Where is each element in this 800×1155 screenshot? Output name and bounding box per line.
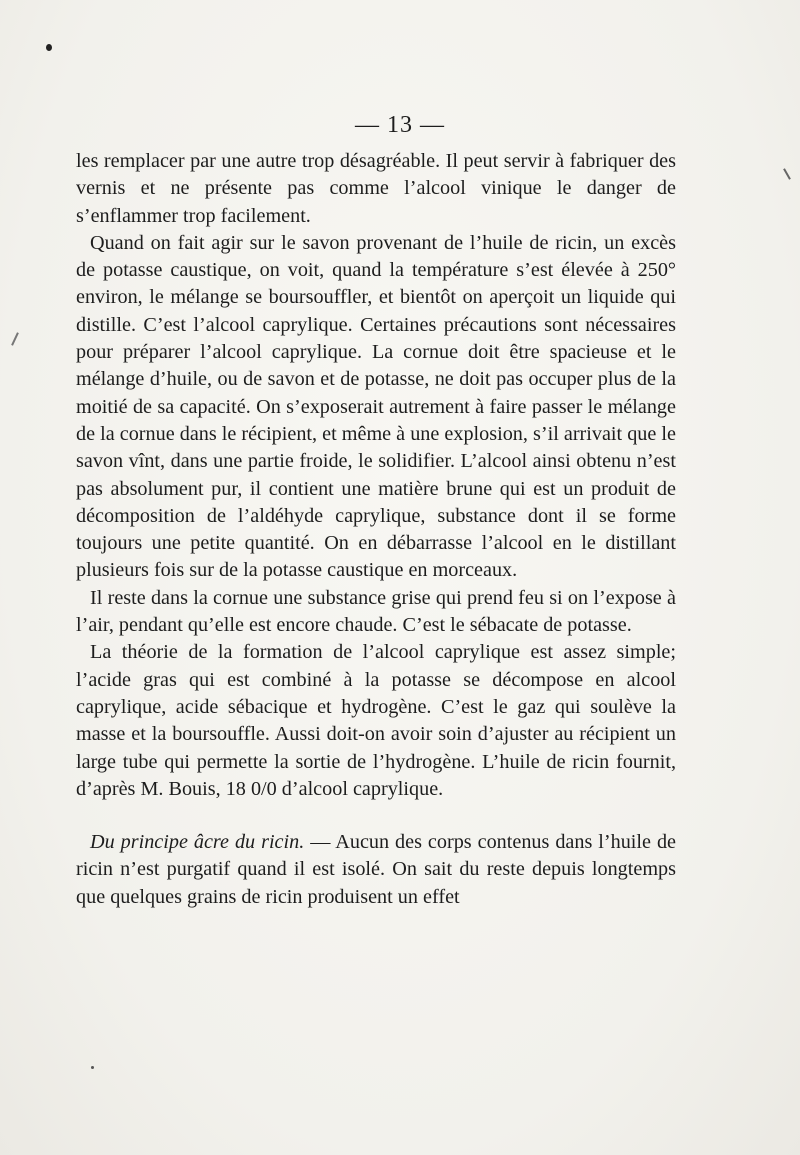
paragraph-4: La théorie de la formation de l’alcool caprylique est assez simple; l’acide gras qui est combiné à la potasse se décompose en alcool caprylique, acide sébacique et hydrogène. C’est le gaz qui soulève la masse et la boursouffle. Aussi doit-on avoir soin d’ajuster au récipient un large tube qui permette la sortie de l’hydrogène. L’huile de ricin fournit, d’après M. Bouis, 18 0/0 d’alcool caprylique. xyxy=(76,641,676,800)
body-text xyxy=(76,148,676,911)
paragraph-5-text: — Aucun des corps contenus dans l’huile de ricin n’est purgatif quand il est isolé. On sait du reste depuis longtemps que quelques grains de ricin produisent un effet xyxy=(76,831,677,908)
paragraph-2: Quand on fait agir sur le savon provenant de l’huile de ricin, un excès de potasse caustique, on voit, quand la température s’est élevée à 250° environ, le mélange se boursouffler, et bientôt on aperçoit un liquide qui distille. C’est l’alcool caprylique. Certaines précautions sont nécessaires pour préparer l’alcool caprylique. La cornue doit être spacieuse et le mélange d’huile, ou de savon et de potasse, ne doit pas occuper plus de la moitié de sa capacité. On s’exposerait autrement à faire passer le mélange de la cornue dans le récipient, et même à une explosion, s’il arrivait que le savon vînt, dans une partie froide, le solidifier. L’alcool ainsi obtenu n’est pas absolument pur, il contient une matière brune qui est un produit de décomposition de l’aldéhyde caprylique, substance dont il se forme toujours une petite quantité. On en débarrasse l’alcool en le distillant plusieurs fois sur de la potasse caustique en morceaux. xyxy=(76,231,676,582)
paragraph-1: les remplacer par une autre trop désagréable. Il peut servir à fabriquer des vernis et ne présente pas comme l’alcool vinique le danger de s’enflammer trop facilement. xyxy=(76,150,676,227)
page-number: — 13 — xyxy=(355,112,445,138)
margin-speck xyxy=(46,44,52,51)
margin-mark xyxy=(11,332,19,346)
margin-mark xyxy=(783,168,791,179)
paragraph-5 xyxy=(76,829,676,911)
paragraph-3: Il reste dans la cornue une substance grise qui prend feu si on l’expose à l’air, pendant qu’elle est encore chaude. C’est le sébacate de potasse. xyxy=(76,586,676,637)
section-heading: Du principe âcre du ricin. xyxy=(90,831,305,854)
margin-speck xyxy=(91,1066,94,1069)
